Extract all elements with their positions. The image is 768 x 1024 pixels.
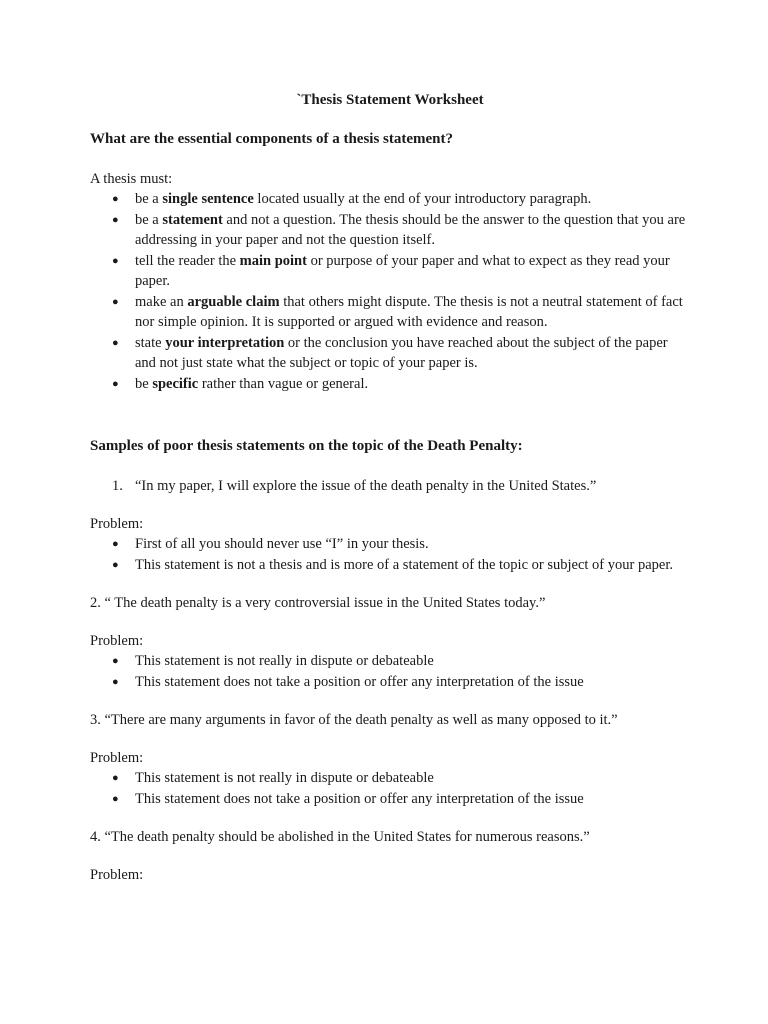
sample-text: “In my paper, I will explore the issue of the death penalty in the United States.” (135, 478, 597, 494)
list-item: ● tell the reader the main point or purpose of your paper and what to expect as they read your paper. (112, 252, 670, 289)
list-item: ● state your interpretation or the conclusion you have reached about the subject of the paper and not just state what the subject or topic of your paper is. (112, 334, 668, 371)
list-item: ● This statement does not take a position or offer any interpretation of the issue (90, 789, 690, 810)
list-item: ● be specific rather than vague or general. (90, 374, 690, 395)
problem-label: Problem: (90, 633, 144, 649)
list-item: ● be a statement and not a question. The thesis should be the answer to the question that you are addressing in your paper and not the question itself. (112, 211, 686, 248)
bullet-icon: ● (112, 772, 119, 784)
sample-statement-1 (90, 476, 690, 496)
samples-heading: Samples of poor thesis statements on the topic of the Death Penalty: (90, 438, 523, 454)
document-title: `Thesis Statement Worksheet (296, 92, 484, 108)
list-item: ● This statement does not take a position or offer any interpretation of the issue (90, 672, 690, 693)
list-item: ● make an arguable claim that others might dispute. The thesis is not a neutral statement of fact nor simple opinion. It is supported or argued with evidence and reason. (112, 293, 683, 330)
bullet-icon: ● (112, 538, 119, 550)
bullet-icon: ● (112, 254, 119, 267)
bullet-icon: ● (112, 558, 119, 571)
problem-list (90, 534, 690, 575)
sample-number: 1. (112, 478, 123, 494)
bullet-icon: ● (112, 295, 119, 308)
bullet-icon: ● (112, 336, 119, 349)
sample-statement-4: 4. “The death penalty should be abolished in the United States for numerous reasons.” (90, 829, 590, 845)
problem-label: Problem: (90, 516, 144, 532)
list-item: ● This statement is not really in dispute or debateable (90, 651, 690, 672)
bullet-icon: ● (112, 655, 119, 667)
bullet-icon: ● (112, 213, 119, 226)
document-page (90, 92, 690, 885)
components-heading: What are the essential components of a thesis statement? (90, 131, 454, 147)
sample-statement-2: 2. “ The death penalty is a very controversial issue in the United States today.” (90, 595, 546, 611)
list-item: ● This statement is not a thesis and is more of a statement of the topic or subject of your paper. (90, 555, 690, 576)
list-item: ● First of all you should never use “I” in your thesis. (90, 534, 690, 555)
bullet-icon: ● (112, 193, 119, 205)
problem-list (90, 651, 690, 692)
bullet-icon: ● (112, 377, 119, 390)
intro-text: A thesis must: (90, 171, 173, 187)
problem-label: Problem: (90, 750, 144, 766)
components-list (90, 189, 690, 394)
list-item: ● This statement is not really in dispute or debateable (90, 768, 690, 789)
problem-list (90, 768, 690, 809)
list-item: ● be a single sentence located usually at the end of your introductory paragraph. (90, 189, 690, 210)
sample-statement-3: 3. “There are many arguments in favor of the death penalty as well as many opposed to it.” (90, 712, 618, 728)
bullet-icon: ● (112, 792, 119, 805)
bullet-icon: ● (112, 675, 119, 688)
problem-label: Problem: (90, 867, 144, 883)
